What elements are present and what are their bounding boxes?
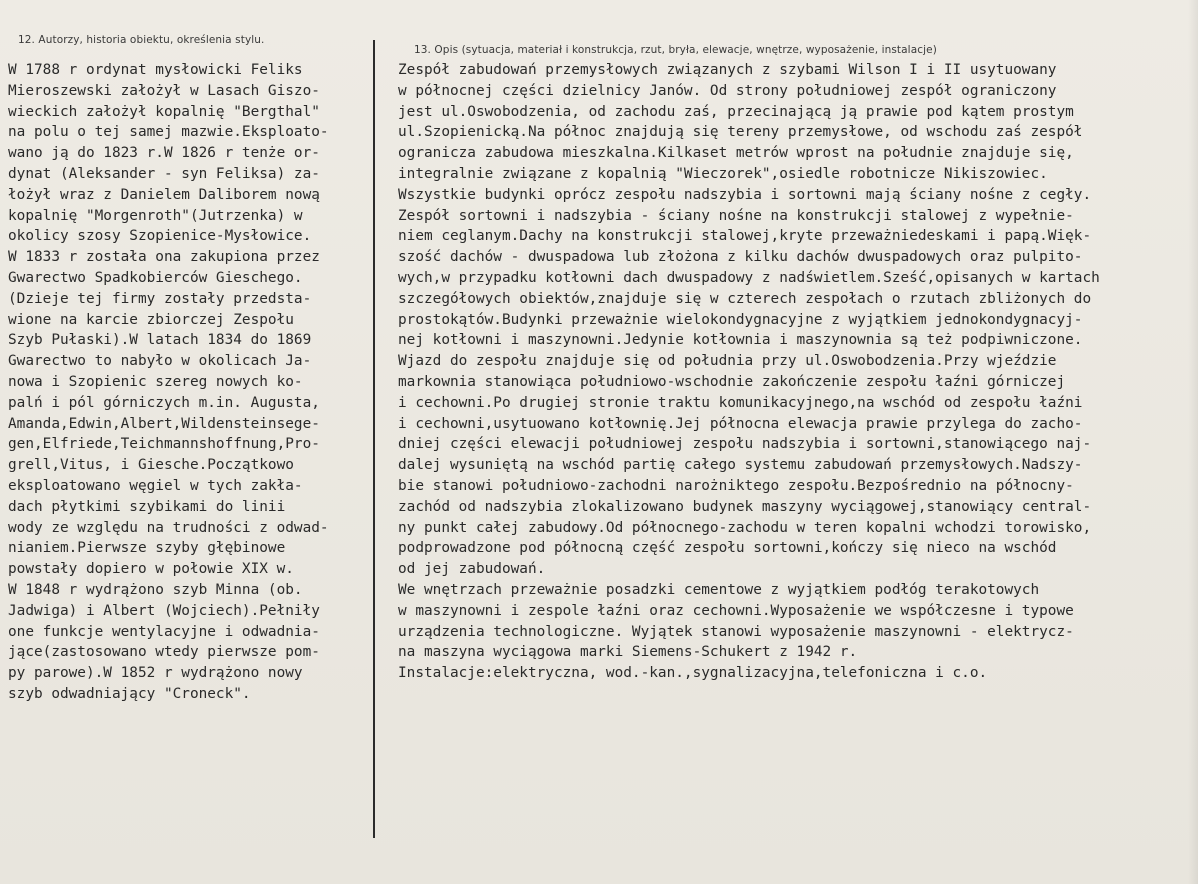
text-line: dniej części elewacji południowej zespołu nadszybia i sortowni,stanowiącego naj- [398, 436, 1092, 453]
text-line: wody ze względu na trudności z odwad- [8, 519, 329, 536]
text-line: grell,Vitus, i Giesche.Początkowo [8, 457, 294, 474]
text-line: eksploatowano węgiel w tych zakła- [8, 477, 303, 494]
text-line: kopalnię "Morgenroth"(Jutrzenka) w [8, 207, 303, 224]
text-line: na maszyna wyciągowa marki Siemens-Schukert z 1942 r. [398, 644, 858, 661]
page-edge-shadow [1188, 0, 1198, 884]
text-line: one funkcje wentylacyjne i odwadnia- [8, 623, 320, 640]
text-line: szczegółowych obiektów,znajduje się w czterech zespołach o rzutach zbliżonych do [398, 290, 1092, 307]
text-line: nianiem.Pierwsze szyby głębinowe [8, 540, 286, 557]
text-line: Wjazd do zespołu znajduje się od południa przy ul.Oswobodzenia.Przy wjeździe [398, 353, 1057, 370]
text-line: wych,w przypadku kotłowni dach dwuspadowy z nadświetlem.Sześć,opisanych w kartach [398, 269, 1100, 286]
text-line: od jej zabudowań. [398, 561, 546, 578]
text-line: Wszystkie budynki oprócz zespołu nadszybia i sortowni mają ściany nośne z cegły. [398, 186, 1092, 203]
text-line: py parowe).W 1852 r wydrążono nowy [8, 665, 303, 682]
text-line: ny punkt całej zabudowy.Od północnego-zachodu w teren kopalni wchodzi torowisko, [398, 519, 1092, 536]
text-line: nowa i Szopienic szereg nowych ko- [8, 373, 303, 390]
section-13-header: 13. Opis (sytuacja, materiał i konstrukcja, rzut, bryła, elewacje, wnętrze, wyposażenie, instalacje) [414, 44, 937, 56]
text-line: niem ceglanym.Dachy na konstrukcji stalowej,kryte przeważniedeskami i papą.Więk- [398, 228, 1092, 245]
text-line: Amanda,Edwin,Albert,Wildensteinsege- [8, 415, 320, 432]
section-12-header: 12. Autorzy, historia obiektu, określenia stylu. [18, 34, 265, 46]
text-line: Gwarectwo to nabyło w okolicach Ja- [8, 353, 312, 370]
text-line: nej kotłowni i maszynowni.Jedynie kotłownia i maszynownia są też podpiwniczone. [398, 332, 1083, 349]
description-column [398, 60, 1194, 684]
text-line: wano ją do 1823 r.W 1826 r tenże or- [8, 145, 320, 162]
text-line: W 1788 r ordynat mysłowicki Feliks [8, 62, 303, 78]
text-line: prostokątów.Budynki przeważnie wielokondygnacyjne z wyjątkiem jednokondygnacyj- [398, 311, 1083, 328]
column-divider [373, 40, 375, 838]
text-line: Instalacje:elektryczna, wod.-kan.,sygnalizacyjna,telefoniczna i c.o. [398, 665, 988, 682]
text-line: W 1848 r wydrążono szyb Minna (ob. [8, 581, 303, 598]
text-line: jące(zastosowano wtedy pierwsze pom- [8, 644, 320, 661]
text-line: Jadwiga) i Albert (Wojciech).Pełniły [8, 602, 320, 619]
text-line: integralnie związane z kopalnią "Wieczorek",osiedle robotnicze Nikiszowiec. [398, 165, 1048, 182]
text-line: We wnętrzach przeważnie posadzki cementowe z wyjątkiem podłóg terakotowych [398, 581, 1040, 598]
text-line: dach płytkimi szybikami do linii [8, 498, 286, 515]
text-line: szyb odwadniający "Croneck". [8, 685, 251, 702]
text-line: Zespół zabudowań przemysłowych związanych z szybami Wilson I i II usytuowany [398, 62, 1057, 78]
text-line: wione na karcie zbiorczej Zespołu [8, 311, 294, 328]
text-line: palń i pól górniczych m.in. Augusta, [8, 394, 320, 411]
text-line: (Dzieje tej firmy zostały przedsta- [8, 290, 312, 307]
text-line: Zespół sortowni i nadszybia - ściany nośne na konstrukcji stalowej z wypełnie- [398, 207, 1074, 224]
text-line: i cechowni,usytuowano kotłownię.Jej północna elewacja prawie przylega do zacho- [398, 415, 1083, 432]
text-line: Szyb Pułaski).W latach 1834 do 1869 [8, 332, 312, 349]
text-line: jest ul.Oswobodzenia, od zachodu zaś, przecinającą ją prawie pod kątem prostym [398, 103, 1074, 120]
text-line: gen,Elfriede,Teichmannshoffnung,Pro- [8, 436, 320, 453]
text-line: w maszynowni i zespole łaźni oraz cechowni.Wyposażenie we współczesne i typowe [398, 602, 1074, 619]
text-line: ul.Szopienicką.Na północ znajdują się tereny przemysłowe, od wschodu zaś zespół [398, 124, 1083, 141]
text-line: i cechowni.Po drugiej stronie traktu komunikacyjnego,na wschód od zespołu łaźni [398, 394, 1083, 411]
history-column [8, 60, 370, 705]
text-line: markownia stanowiąca południowo-wschodnie zakończenie zespołu łaźni górniczej [398, 373, 1066, 390]
text-line: Gwarectwo Spadkobierców Gieschego. [8, 269, 303, 286]
text-line: W 1833 r została ona zakupiona przez [8, 249, 320, 266]
text-line: łożył wraz z Danielem Daliborem nową [8, 186, 320, 203]
text-line: bie stanowi południowo-zachodni narożniktego zespołu.Bezpośrednio na północny- [398, 477, 1074, 494]
text-line: dynat (Aleksander - syn Feliksa) za- [8, 165, 320, 182]
text-line: wieckich założył kopalnię "Bergthal" [8, 103, 320, 120]
text-line: okolicy szosy Szopienice-Mysłowice. [8, 228, 312, 245]
text-line: urządzenia technologiczne. Wyjątek stanowi wyposażenie maszynowni - elektrycz- [398, 623, 1074, 640]
text-line: dalej wysuniętą na wschód partię całego systemu zabudowań przemysłowych.Nadszy- [398, 457, 1083, 474]
text-line: podprowadzone pod północną część zespołu sortowni,kończy się nieco na wschód [398, 540, 1057, 557]
text-line: powstały dopiero w połowie XIX w. [8, 561, 294, 578]
text-line: w północnej części dzielnicy Janów. Od strony południowej zespół ograniczony [398, 82, 1057, 99]
text-line: na polu o tej samej mazwie.Eksploato- [8, 124, 329, 141]
text-line: Mieroszewski założył w Lasach Giszo- [8, 82, 320, 99]
text-line: ogranicza zabudowa mieszkalna.Kilkaset metrów wprost na południe znajduje się, [398, 145, 1074, 162]
text-line: szość dachów - dwuspadowa lub złożona z kilku dachów dwuspadowych oraz pulpito- [398, 249, 1083, 266]
text-line: zachód od nadszybia zlokalizowano budynek maszyny wyciągowej,stanowiący central- [398, 498, 1092, 515]
